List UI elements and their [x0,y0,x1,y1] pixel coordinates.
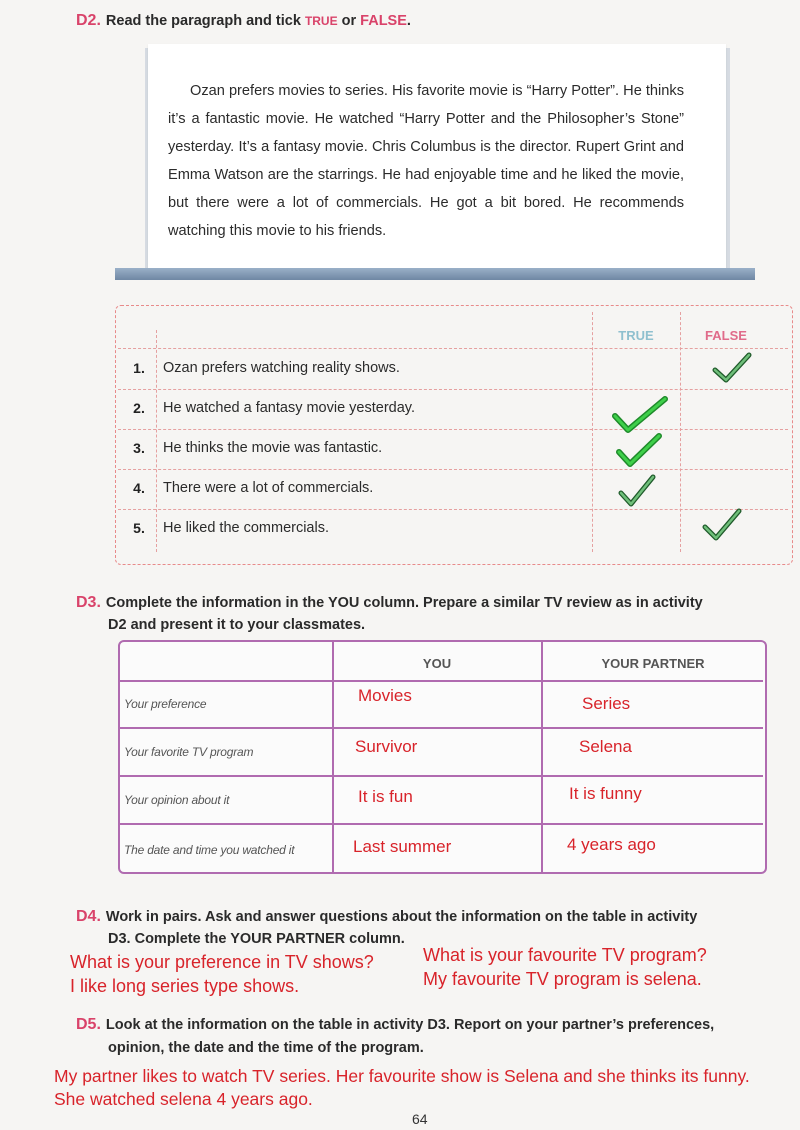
d5-code: D5. [76,1016,101,1033]
row-label: Your preference [124,697,207,711]
page-number: 64 [412,1111,428,1127]
tf-row-line [118,429,788,430]
handwritten-report-line-1: My partner likes to watch TV series. Her favourite show is Selena and she thinks its funny. [54,1066,750,1086]
tf-row-line [118,509,788,510]
paragraph-box-base [115,268,755,280]
d2-or-word: or [341,13,357,29]
d4-heading [76,906,776,928]
d4-code: D4. [76,908,101,925]
tf-row-text: He liked the commercials. [163,520,329,536]
d4-line2: D3. Complete the YOUR PARTNER column. [108,931,405,947]
info-table-col-line [541,640,543,872]
tf-row-num: 1. [133,360,145,376]
handwritten-question-2: What is your favourite TV program? [423,945,707,965]
tf-row-num: 5. [133,520,145,536]
tf-row-line [118,469,788,470]
info-table-line [118,775,763,777]
handwritten-question-1: What is your preference in TV shows? [70,952,374,972]
d2-true-word: TRUE [304,14,338,28]
partner-answer: 4 years ago [567,835,656,854]
tf-row-line [118,389,788,390]
partner-answer: Selena [579,737,632,756]
d3-line1: Complete the information in the YOU column. Prepare a similar TV review as in activity [105,595,703,611]
info-table-line [118,680,763,682]
row-label: Your favorite TV program [124,745,254,759]
row-label: Your opinion about it [124,793,230,807]
info-table-line [118,823,763,825]
col-head-partner: YOUR PARTNER [601,656,705,671]
d3-code: D3. [76,594,101,611]
check-icon [618,474,656,508]
tf-row-text: He thinks the movie was fantastic. [163,440,383,456]
col-head-you: YOU [422,656,452,671]
you-answer: Survivor [355,737,418,756]
handwritten-answer-2: My favourite TV program is selena. [423,969,702,989]
d2-instruction: Read the paragraph and tick [105,13,301,29]
tf-row-line [118,348,788,349]
partner-answer: It is funny [569,784,642,803]
you-answer: Last summer [353,837,452,856]
d2-heading [76,10,411,32]
check-icon [712,352,752,384]
you-answer: Movies [358,686,412,705]
check-icon [612,394,668,434]
tf-row-text: He watched a fantasy movie yesterday. [163,400,415,416]
d5-heading [76,1014,786,1036]
handwritten-answer-1: I like long series type shows. [70,976,300,996]
d2-code: D2. [76,12,101,29]
tf-head-true: TRUE [618,328,654,343]
info-table-col-line [332,640,334,872]
d2-false-word: FALSE [360,13,407,29]
d3-line2: D2 and present it to your classmates. [108,617,366,633]
partner-answer: Series [582,694,631,713]
row-label: The date and time you watched it [124,843,295,857]
tf-row-text: Ozan prefers watching reality shows. [163,360,400,376]
tf-head-false: FALSE [705,328,747,343]
check-icon [616,432,662,468]
you-answer: It is fun [358,787,413,806]
tf-row-num: 4. [133,480,145,496]
d5-line2: opinion, the date and the time of the program. [108,1040,424,1056]
tf-divider-num [156,330,157,552]
d4-line1: Work in pairs. Ask and answer questions about the information on the table in activity [105,909,698,925]
tf-row-text: There were a lot of commercials. [163,480,374,496]
d3-heading [76,592,776,614]
info-table-line [118,727,763,729]
check-icon [702,508,742,542]
handwritten-report-line-2: She watched selena 4 years ago. [54,1089,313,1109]
tf-row-num: 3. [133,440,145,456]
d5-line1: Look at the information on the table in activity D3. Report on your partner’s preferences, [105,1017,715,1033]
paragraph-text: Ozan prefers movies to series. His favorite movie is “Harry Potter”. He thinks it’s a fantastic movie. He watched “Harry Potter and the Philosopher’s Stone” yesterday. It’s a fantasy movie. Chris Columbus is the director. Rupert Grint and Emma Watson are the starrings. He had enjoyable time and he liked the movie, but there were a lot of commercials. He got a bit bored. He recommends watching this movie to his friends. [168,83,684,239]
d2-period: . [406,13,411,29]
tf-row-num: 2. [133,400,145,416]
